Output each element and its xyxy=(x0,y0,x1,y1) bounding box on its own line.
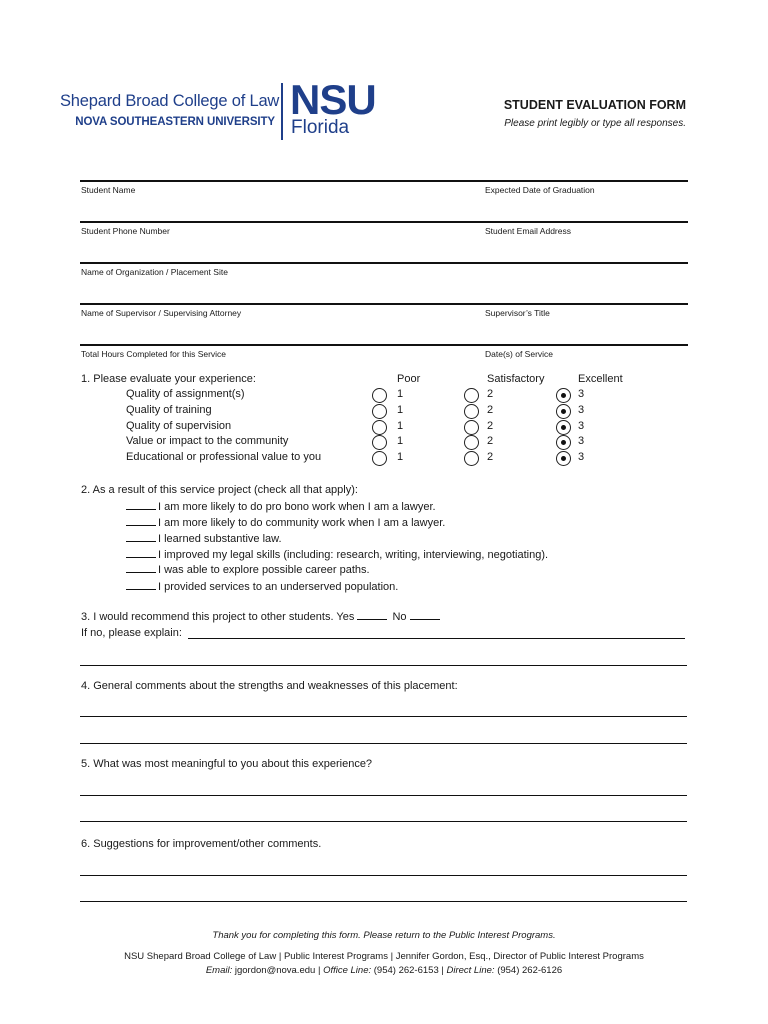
rating-header-satisfactory: Satisfactory xyxy=(487,373,545,385)
outcome-label: I improved my legal skills (including: research, writing, interviewing, negotiating). xyxy=(158,549,549,561)
recommend-question-text: 3. I would recommend this project to other students. xyxy=(81,611,334,623)
radio-assignment-satisfactory[interactable] xyxy=(464,388,479,403)
nsu-logo: NSU xyxy=(290,76,376,123)
check-blank[interactable] xyxy=(126,516,156,526)
recommend-yes-label: Yes xyxy=(336,611,355,623)
field-row-supervisor[interactable] xyxy=(80,303,688,345)
school-logo-text xyxy=(60,92,280,128)
form-subtitle: Please print legibly or type all responses. xyxy=(504,118,686,129)
evaluation-question: 1. Please evaluate your experience: xyxy=(81,373,256,385)
office-line-label: Office Line: xyxy=(323,965,372,976)
outcomes-question: 2. As a result of this service project (check all that apply): xyxy=(81,484,358,496)
rating-value: 3 xyxy=(578,388,585,400)
check-blank[interactable] xyxy=(126,548,156,558)
rating-value: 2 xyxy=(487,388,494,400)
suggestions-question: 6. Suggestions for improvement/other comments. xyxy=(81,838,322,850)
footer-contact: NSU Shepard Broad College of Law | Public Interest Programs | Jennifer Gordon, Esq., Director of Public Interest Programs xyxy=(124,951,644,962)
outcome-item[interactable] xyxy=(126,563,370,576)
comments-question: 4. General comments about the strengths and weaknesses of this placement: xyxy=(81,680,458,692)
answer-line[interactable] xyxy=(80,795,687,796)
footer-thanks: Thank you for completing this form. Please return to the Public Interest Programs. xyxy=(212,930,556,941)
field-row-hours[interactable] xyxy=(80,344,688,366)
student-phone-label: Student Phone Number xyxy=(81,226,170,236)
logo-divider xyxy=(281,83,283,140)
check-blank[interactable] xyxy=(126,563,156,573)
rating-value: 1 xyxy=(397,451,404,463)
answer-line[interactable] xyxy=(80,743,687,744)
answer-line[interactable] xyxy=(80,901,687,902)
rating-value: 3 xyxy=(578,435,585,447)
radio-training-excellent[interactable] xyxy=(556,404,571,419)
direct-line-label: Direct Line: xyxy=(446,965,495,976)
outcome-label: I am more likely to do community work when I am a lawyer. xyxy=(158,517,446,529)
rating-header-excellent: Excellent xyxy=(578,373,623,385)
rating-value: 1 xyxy=(397,420,404,432)
radio-training-satisfactory[interactable] xyxy=(464,404,479,419)
rating-value: 1 xyxy=(397,404,404,416)
outcome-label: I learned substantive law. xyxy=(158,533,282,545)
school-name: Shepard Broad College of Law xyxy=(60,92,280,110)
recommend-yes-blank[interactable] xyxy=(357,610,387,620)
eval-item-community: Value or impact to the community xyxy=(126,435,289,447)
supervisor-title-label: Supervisor’s Title xyxy=(485,308,550,318)
radio-educational-poor[interactable] xyxy=(372,451,387,466)
explain-line[interactable] xyxy=(188,638,685,639)
student-name-label: Student Name xyxy=(81,185,136,195)
university-name: NOVA SOUTHEASTERN UNIVERSITY xyxy=(75,116,275,128)
rating-header-poor: Poor xyxy=(397,373,421,385)
outcome-label: I provided services to an underserved population. xyxy=(158,581,399,593)
direct-line-number: (954) 262-6126 xyxy=(497,965,563,976)
check-blank[interactable] xyxy=(126,500,156,510)
eval-item-assignment: Quality of assignment(s) xyxy=(126,388,245,400)
field-row-student-phone[interactable] xyxy=(80,221,688,263)
outcome-label: I am more likely to do pro bono work when I am a lawyer. xyxy=(158,501,436,513)
outcome-item[interactable] xyxy=(126,516,445,529)
radio-supervision-excellent[interactable] xyxy=(556,420,571,435)
rating-value: 2 xyxy=(487,451,494,463)
radio-community-excellent[interactable] xyxy=(556,435,571,450)
rating-value: 2 xyxy=(487,420,494,432)
rating-value: 1 xyxy=(397,435,404,447)
outcome-item[interactable] xyxy=(126,500,436,513)
outcome-item[interactable] xyxy=(126,532,282,545)
explain-label: If no, please explain: xyxy=(81,627,182,639)
form-title: STUDENT EVALUATION FORM xyxy=(503,98,686,112)
radio-supervision-satisfactory[interactable] xyxy=(464,420,479,435)
footer-phone-line: Email: jgordon@nova.edu | Office Line: (954) 262-6153 | Direct Line: (954) 262-6126 xyxy=(205,965,563,976)
recommend-no-label: No xyxy=(392,611,407,623)
outcome-item[interactable] xyxy=(126,548,548,561)
email-label: Email: xyxy=(205,965,233,976)
nsu-logo-subtitle: Florida xyxy=(291,117,350,138)
radio-educational-excellent[interactable] xyxy=(556,451,571,466)
service-dates-label: Date(s) of Service xyxy=(485,349,554,359)
outcome-item[interactable] xyxy=(126,580,398,593)
eval-item-educational: Educational or professional value to you xyxy=(126,451,322,463)
answer-line[interactable] xyxy=(80,665,687,666)
organization-label: Name of Organization / Placement Site xyxy=(81,267,228,277)
rating-value: 1 xyxy=(397,388,404,400)
field-row-student-name[interactable] xyxy=(80,180,688,222)
rating-value: 3 xyxy=(578,451,585,463)
recommend-no-blank[interactable] xyxy=(410,610,440,620)
radio-community-poor[interactable] xyxy=(372,435,387,450)
check-blank[interactable] xyxy=(126,580,156,590)
rating-value: 3 xyxy=(578,420,585,432)
rating-value: 2 xyxy=(487,435,494,447)
graduation-date-label: Expected Date of Graduation xyxy=(485,185,595,195)
eval-item-supervision: Quality of supervision xyxy=(126,420,232,432)
recommend-question xyxy=(81,610,442,623)
eval-item-training: Quality of training xyxy=(126,404,212,416)
email-link[interactable]: jgordon@nova.edu xyxy=(234,965,316,976)
radio-educational-satisfactory[interactable] xyxy=(464,451,479,466)
supervisor-name-label: Name of Supervisor / Supervising Attorney xyxy=(81,308,242,318)
rating-value: 3 xyxy=(578,404,585,416)
answer-line[interactable] xyxy=(80,716,687,717)
radio-supervision-poor[interactable] xyxy=(372,420,387,435)
rating-value: 2 xyxy=(487,404,494,416)
radio-community-satisfactory[interactable] xyxy=(464,435,479,450)
office-line-number: (954) 262-6153 xyxy=(373,965,439,976)
answer-line[interactable] xyxy=(80,875,687,876)
check-blank[interactable] xyxy=(126,532,156,542)
radio-training-poor[interactable] xyxy=(372,404,387,419)
field-row-organization[interactable] xyxy=(80,262,688,304)
radio-assignment-excellent[interactable] xyxy=(556,388,571,403)
meaningful-question: 5. What was most meaningful to you about this experience? xyxy=(81,758,373,770)
student-email-label: Student Email Address xyxy=(485,226,571,236)
radio-assignment-poor[interactable] xyxy=(372,388,387,403)
answer-line[interactable] xyxy=(80,821,687,822)
outcome-label: I was able to explore possible career paths. xyxy=(158,564,370,576)
total-hours-label: Total Hours Completed for this Service xyxy=(81,349,227,359)
